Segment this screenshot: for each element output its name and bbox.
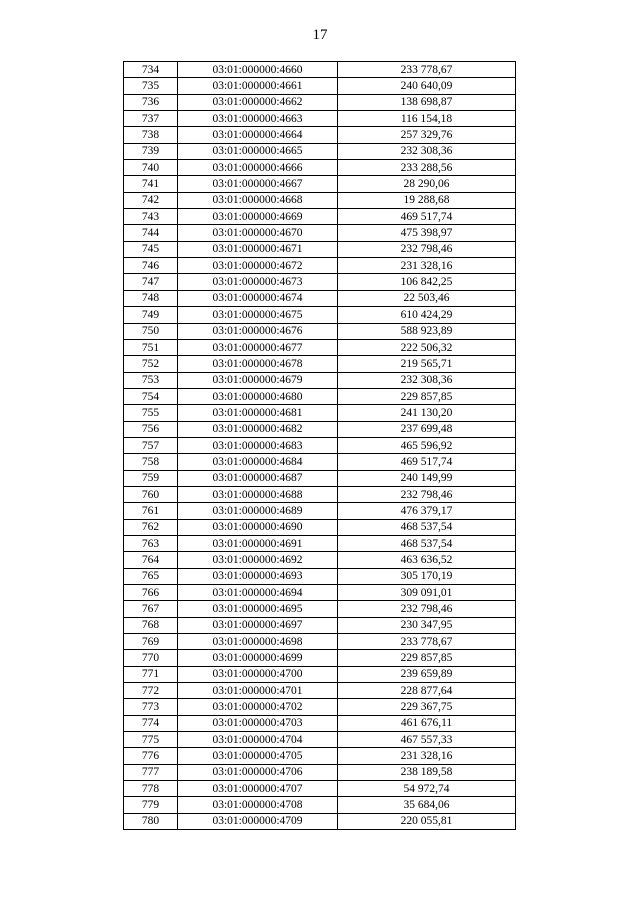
- cadastral-value-cell: 238 189,58: [338, 764, 516, 780]
- table-row: [124, 454, 516, 470]
- row-number-cell: 778: [124, 781, 178, 797]
- cadastral-value-cell: 588 923,89: [338, 323, 516, 339]
- row-number-cell: 756: [124, 421, 178, 437]
- row-number-cell: 758: [124, 454, 178, 470]
- row-number-cell: 766: [124, 585, 178, 601]
- table-row: [124, 519, 516, 535]
- cadastral-value-cell: 467 557,33: [338, 732, 516, 748]
- cadastral-number-cell: 03:01:000000:4678: [178, 356, 338, 372]
- row-number-cell: 748: [124, 290, 178, 306]
- cadastral-value-cell: 465 596,92: [338, 437, 516, 453]
- row-number-cell: 765: [124, 568, 178, 584]
- table-row: [124, 568, 516, 584]
- table-row: [124, 241, 516, 257]
- cadastral-number-cell: 03:01:000000:4697: [178, 617, 338, 633]
- cadastral-value-cell: 233 288,56: [338, 160, 516, 176]
- cadastral-number-cell: 03:01:000000:4689: [178, 503, 338, 519]
- cadastral-number-cell: 03:01:000000:4683: [178, 437, 338, 453]
- cadastral-number-cell: 03:01:000000:4692: [178, 552, 338, 568]
- table-row: [124, 111, 516, 127]
- cadastral-number-cell: 03:01:000000:4706: [178, 764, 338, 780]
- cadastral-number-cell: 03:01:000000:4704: [178, 732, 338, 748]
- cadastral-value-cell: 232 798,46: [338, 486, 516, 502]
- cadastral-value-cell: 28 290,06: [338, 176, 516, 192]
- table-row: [124, 160, 516, 176]
- cadastral-value-cell: 237 699,48: [338, 421, 516, 437]
- row-number-cell: 771: [124, 666, 178, 682]
- cadastral-number-cell: 03:01:000000:4672: [178, 258, 338, 274]
- cadastral-number-cell: 03:01:000000:4703: [178, 715, 338, 731]
- cadastral-number-cell: 03:01:000000:4668: [178, 192, 338, 208]
- table-row: [124, 209, 516, 225]
- cadastral-number-cell: 03:01:000000:4698: [178, 634, 338, 650]
- table-row: [124, 764, 516, 780]
- table-row: [124, 585, 516, 601]
- cadastral-number-cell: 03:01:000000:4676: [178, 323, 338, 339]
- row-number-cell: 769: [124, 634, 178, 650]
- cadastral-value-cell: 106 842,25: [338, 274, 516, 290]
- cadastral-number-cell: 03:01:000000:4709: [178, 813, 338, 829]
- cadastral-number-cell: 03:01:000000:4688: [178, 486, 338, 502]
- cadastral-value-cell: 239 659,89: [338, 666, 516, 682]
- cadastral-value-cell: 468 537,54: [338, 519, 516, 535]
- row-number-cell: 735: [124, 78, 178, 94]
- cadastral-value-cell: 222 506,32: [338, 339, 516, 355]
- row-number-cell: 737: [124, 111, 178, 127]
- row-number-cell: 780: [124, 813, 178, 829]
- cadastral-number-cell: 03:01:000000:4677: [178, 339, 338, 355]
- row-number-cell: 750: [124, 323, 178, 339]
- row-number-cell: 747: [124, 274, 178, 290]
- row-number-cell: 760: [124, 486, 178, 502]
- table-row: [124, 470, 516, 486]
- table-row: [124, 666, 516, 682]
- cadastral-number-cell: 03:01:000000:4679: [178, 372, 338, 388]
- row-number-cell: 738: [124, 127, 178, 143]
- table-row: [124, 535, 516, 551]
- row-number-cell: 743: [124, 209, 178, 225]
- row-number-cell: 751: [124, 339, 178, 355]
- row-number-cell: 752: [124, 356, 178, 372]
- cadastral-value-cell: 468 537,54: [338, 535, 516, 551]
- row-number-cell: 773: [124, 699, 178, 715]
- table-row: [124, 176, 516, 192]
- cadastral-number-cell: 03:01:000000:4701: [178, 683, 338, 699]
- cadastral-value-cell: 231 328,16: [338, 258, 516, 274]
- row-number-cell: 757: [124, 437, 178, 453]
- cadastral-number-cell: 03:01:000000:4693: [178, 568, 338, 584]
- table-row: [124, 388, 516, 404]
- row-number-cell: 753: [124, 372, 178, 388]
- row-number-cell: 745: [124, 241, 178, 257]
- cadastral-value-cell: 232 798,46: [338, 241, 516, 257]
- cadastral-value-cell: 257 329,76: [338, 127, 516, 143]
- cadastral-number-cell: 03:01:000000:4694: [178, 585, 338, 601]
- row-number-cell: 739: [124, 143, 178, 159]
- row-number-cell: 741: [124, 176, 178, 192]
- row-number-cell: 777: [124, 764, 178, 780]
- cadastral-number-cell: 03:01:000000:4700: [178, 666, 338, 682]
- row-number-cell: 768: [124, 617, 178, 633]
- cadastral-number-cell: 03:01:000000:4666: [178, 160, 338, 176]
- cadastral-number-cell: 03:01:000000:4662: [178, 94, 338, 110]
- row-number-cell: 764: [124, 552, 178, 568]
- cadastral-number-cell: 03:01:000000:4669: [178, 209, 338, 225]
- cadastral-number-cell: 03:01:000000:4680: [178, 388, 338, 404]
- table-row: [124, 339, 516, 355]
- row-number-cell: 759: [124, 470, 178, 486]
- table-row: [124, 748, 516, 764]
- cadastral-number-cell: 03:01:000000:4690: [178, 519, 338, 535]
- table-row: [124, 274, 516, 290]
- cadastral-value-cell: 469 517,74: [338, 454, 516, 470]
- row-number-cell: 754: [124, 388, 178, 404]
- row-number-cell: 749: [124, 307, 178, 323]
- cadastral-value-cell: 309 091,01: [338, 585, 516, 601]
- row-number-cell: 742: [124, 192, 178, 208]
- table-row: [124, 62, 516, 78]
- cadastral-number-cell: 03:01:000000:4663: [178, 111, 338, 127]
- row-number-cell: 746: [124, 258, 178, 274]
- row-number-cell: 774: [124, 715, 178, 731]
- cadastral-value-cell: 476 379,17: [338, 503, 516, 519]
- row-number-cell: 744: [124, 225, 178, 241]
- row-number-cell: 761: [124, 503, 178, 519]
- cadastral-value-cell: 463 636,52: [338, 552, 516, 568]
- row-number-cell: 776: [124, 748, 178, 764]
- cadastral-number-cell: 03:01:000000:4674: [178, 290, 338, 306]
- table-row: [124, 552, 516, 568]
- row-number-cell: 734: [124, 62, 178, 78]
- table-row: [124, 405, 516, 421]
- table-row: [124, 813, 516, 829]
- cadastral-number-cell: 03:01:000000:4671: [178, 241, 338, 257]
- row-number-cell: 772: [124, 683, 178, 699]
- cadastral-value-cell: 35 684,06: [338, 797, 516, 813]
- cadastral-number-cell: 03:01:000000:4695: [178, 601, 338, 617]
- table-row: [124, 617, 516, 633]
- page-number: 17: [312, 27, 328, 43]
- cadastral-value-cell: 233 778,67: [338, 62, 516, 78]
- table-row: [124, 503, 516, 519]
- cadastral-value-cell: 116 154,18: [338, 111, 516, 127]
- cadastral-value-cell: 232 798,46: [338, 601, 516, 617]
- cadastral-number-cell: 03:01:000000:4664: [178, 127, 338, 143]
- cadastral-number-cell: 03:01:000000:4684: [178, 454, 338, 470]
- table-row: [124, 143, 516, 159]
- table-row: [124, 732, 516, 748]
- row-number-cell: 767: [124, 601, 178, 617]
- cadastral-number-cell: 03:01:000000:4675: [178, 307, 338, 323]
- cadastral-number-cell: 03:01:000000:4682: [178, 421, 338, 437]
- table-row: [124, 258, 516, 274]
- cadastral-value-cell: 610 424,29: [338, 307, 516, 323]
- cadastral-value-cell: 229 367,75: [338, 699, 516, 715]
- cadastral-number-cell: 03:01:000000:4707: [178, 781, 338, 797]
- table-row: [124, 715, 516, 731]
- table-row: [124, 601, 516, 617]
- table-row: [124, 192, 516, 208]
- cadastral-value-cell: 54 972,74: [338, 781, 516, 797]
- cadastral-value-cell: 220 055,81: [338, 813, 516, 829]
- cadastral-number-cell: 03:01:000000:4667: [178, 176, 338, 192]
- cadastral-number-cell: 03:01:000000:4660: [178, 62, 338, 78]
- cadastral-number-cell: 03:01:000000:4699: [178, 650, 338, 666]
- cadastral-value-cell: 231 328,16: [338, 748, 516, 764]
- cadastral-number-cell: 03:01:000000:4702: [178, 699, 338, 715]
- table-row: [124, 127, 516, 143]
- cadastral-number-cell: 03:01:000000:4705: [178, 748, 338, 764]
- cadastral-number-cell: 03:01:000000:4673: [178, 274, 338, 290]
- cadastral-value-cell: 229 857,85: [338, 388, 516, 404]
- cadastral-number-cell: 03:01:000000:4665: [178, 143, 338, 159]
- table-body: [124, 62, 516, 830]
- cadastral-value-cell: 233 778,67: [338, 634, 516, 650]
- row-number-cell: 775: [124, 732, 178, 748]
- cadastral-value-table: [123, 61, 516, 830]
- cadastral-number-cell: 03:01:000000:4670: [178, 225, 338, 241]
- table-row: [124, 699, 516, 715]
- table-row: [124, 225, 516, 241]
- cadastral-value-cell: 240 149,99: [338, 470, 516, 486]
- table-row: [124, 323, 516, 339]
- cadastral-value-cell: 232 308,36: [338, 372, 516, 388]
- cadastral-number-cell: 03:01:000000:4691: [178, 535, 338, 551]
- cadastral-value-cell: 305 170,19: [338, 568, 516, 584]
- row-number-cell: 770: [124, 650, 178, 666]
- table-row: [124, 421, 516, 437]
- row-number-cell: 740: [124, 160, 178, 176]
- row-number-cell: 762: [124, 519, 178, 535]
- row-number-cell: 779: [124, 797, 178, 813]
- cadastral-number-cell: 03:01:000000:4661: [178, 78, 338, 94]
- table-row: [124, 650, 516, 666]
- cadastral-value-cell: 461 676,11: [338, 715, 516, 731]
- table-row: [124, 683, 516, 699]
- row-number-cell: 736: [124, 94, 178, 110]
- cadastral-value-cell: 240 640,09: [338, 78, 516, 94]
- cadastral-value-cell: 469 517,74: [338, 209, 516, 225]
- cadastral-value-cell: 22 503,46: [338, 290, 516, 306]
- cadastral-value-cell: 230 347,95: [338, 617, 516, 633]
- table-row: [124, 78, 516, 94]
- table-row: [124, 307, 516, 323]
- cadastral-number-cell: 03:01:000000:4687: [178, 470, 338, 486]
- cadastral-value-cell: 229 857,85: [338, 650, 516, 666]
- table-row: [124, 372, 516, 388]
- table-row: [124, 94, 516, 110]
- table-row: [124, 290, 516, 306]
- table-row: [124, 781, 516, 797]
- cadastral-value-cell: 475 398,97: [338, 225, 516, 241]
- cadastral-value-cell: 19 288,68: [338, 192, 516, 208]
- cadastral-number-cell: 03:01:000000:4708: [178, 797, 338, 813]
- cadastral-value-cell: 228 877,64: [338, 683, 516, 699]
- cadastral-value-cell: 241 130,20: [338, 405, 516, 421]
- cadastral-value-cell: 219 565,71: [338, 356, 516, 372]
- row-number-cell: 755: [124, 405, 178, 421]
- table-row: [124, 797, 516, 813]
- table-row: [124, 634, 516, 650]
- cadastral-value-cell: 138 698,87: [338, 94, 516, 110]
- cadastral-number-cell: 03:01:000000:4681: [178, 405, 338, 421]
- table-row: [124, 486, 516, 502]
- table-row: [124, 356, 516, 372]
- cadastral-value-cell: 232 308,36: [338, 143, 516, 159]
- row-number-cell: 763: [124, 535, 178, 551]
- table-row: [124, 437, 516, 453]
